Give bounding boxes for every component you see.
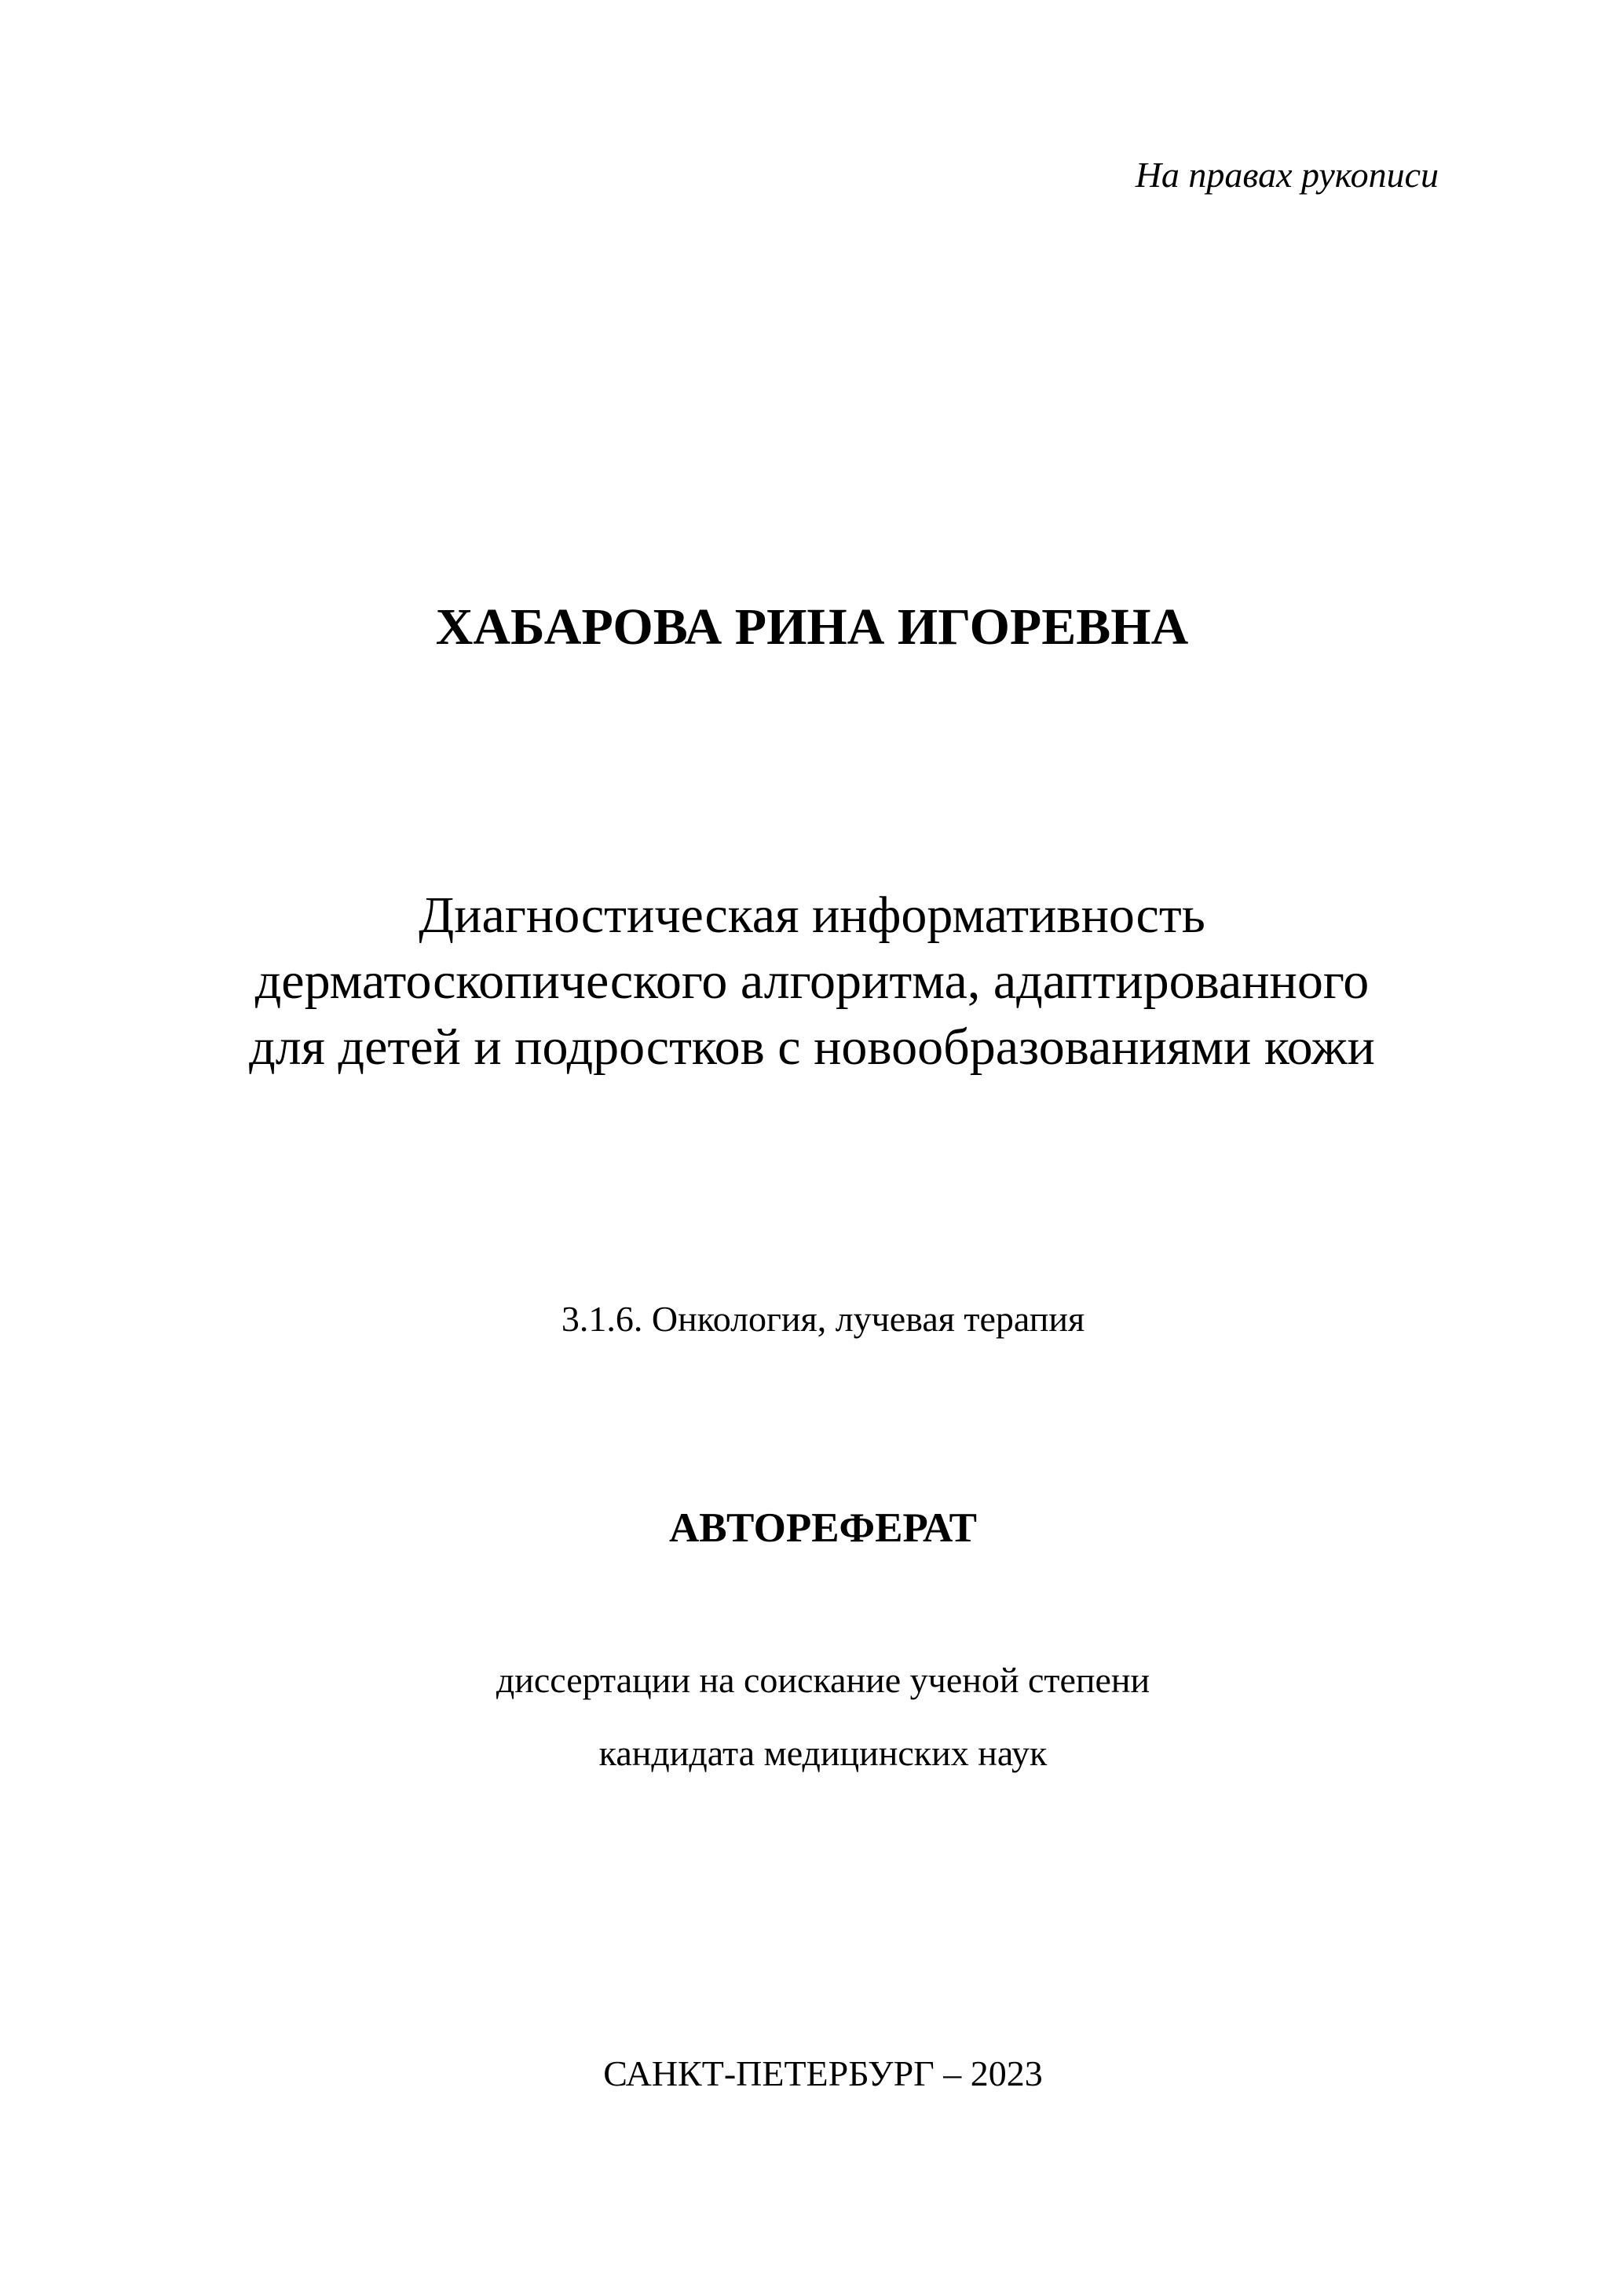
city-year: САНКТ-ПЕТЕРБУРГ – 2023 bbox=[603, 2053, 1043, 2093]
title-line-2: дерматоскопического алгоритма, адаптированного bbox=[254, 952, 1370, 1010]
specialty-code: 3.1.6. Онкология, лучевая терапия bbox=[561, 1299, 1085, 1339]
manuscript-note: На правах рукописи bbox=[1135, 155, 1439, 195]
author-name: ХАБАРОВА РИНА ИГОРЕВНА bbox=[435, 598, 1189, 656]
title-line-3: для детей и подростков с новообразованиями кожи bbox=[249, 1018, 1375, 1076]
document-type: АВТОРЕФЕРАТ bbox=[669, 1505, 977, 1551]
title-line-1: Диагностическая информативность bbox=[419, 887, 1205, 944]
degree-line-1: диссертации на соискание ученой степени bbox=[496, 1660, 1150, 1700]
degree-line-2: кандидата медицинских наук bbox=[598, 1733, 1048, 1773]
dissertation-title bbox=[0, 883, 1624, 1080]
